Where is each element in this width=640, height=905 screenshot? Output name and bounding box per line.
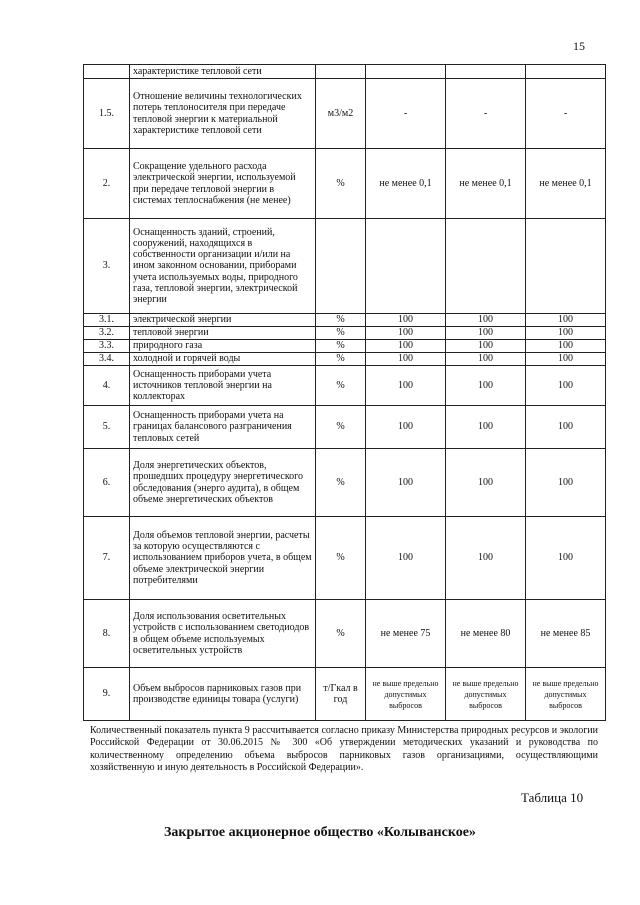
row-unit: % xyxy=(316,406,366,449)
table-row xyxy=(84,406,606,449)
row-description: характеристике тепловой сети xyxy=(130,65,316,79)
value-year-3: 100 xyxy=(526,353,606,366)
table-row xyxy=(84,340,606,353)
row-unit: м3/м2 xyxy=(316,79,366,149)
table-row xyxy=(84,79,606,149)
value-year-1: не менее 75 xyxy=(366,600,446,668)
row-unit: % xyxy=(316,366,366,406)
value-year-2: 100 xyxy=(446,406,526,449)
value-year-3: 100 xyxy=(526,340,606,353)
value-year-1: - xyxy=(366,79,446,149)
value-year-1: 100 xyxy=(366,340,446,353)
value-year-1: 100 xyxy=(366,406,446,449)
value-year-3: - xyxy=(526,79,606,149)
value-year-1: 100 xyxy=(366,517,446,600)
row-unit: % xyxy=(316,149,366,219)
value-year-3 xyxy=(526,219,606,314)
value-year-3: 100 xyxy=(526,517,606,600)
row-unit: т/Гкал в год xyxy=(316,668,366,721)
table-row xyxy=(84,449,606,517)
row-description: природного газа xyxy=(130,340,316,353)
value-year-2: 100 xyxy=(446,449,526,517)
value-year-2 xyxy=(446,219,526,314)
value-year-3: 100 xyxy=(526,366,606,406)
table-row xyxy=(84,314,606,327)
value-year-3: 100 xyxy=(526,449,606,517)
row-unit xyxy=(316,219,366,314)
table-row xyxy=(84,65,606,79)
value-year-3: 100 xyxy=(526,406,606,449)
value-year-1: 100 xyxy=(366,353,446,366)
indicators-table xyxy=(83,64,606,721)
value-year-3: не выше предельно допустимых выбросов xyxy=(526,668,606,721)
value-year-2: 100 xyxy=(446,353,526,366)
row-number: 3.4. xyxy=(84,353,130,366)
value-year-1 xyxy=(366,65,446,79)
row-description: тепловой энергии xyxy=(130,327,316,340)
table-row xyxy=(84,600,606,668)
table-row xyxy=(84,219,606,314)
row-unit: % xyxy=(316,327,366,340)
row-description: Оснащенность приборами учета на границах балансового разграничения тепловых сетей xyxy=(130,406,316,449)
table-row xyxy=(84,668,606,721)
value-year-1: не менее 0,1 xyxy=(366,149,446,219)
row-number xyxy=(84,65,130,79)
row-description: Доля объемов тепловой энергии, расчеты за которую осуществляются с использованием приборов учета, в общем объеме электрической энергии потребителями xyxy=(130,517,316,600)
row-number: 3.2. xyxy=(84,327,130,340)
row-number: 7. xyxy=(84,517,130,600)
value-year-3 xyxy=(526,65,606,79)
footnote: Количественный показатель пункта 9 рассчитывается согласно приказу Министерства природных ресурсов и экологии Российской Федерации от 30.06.2015 № 300 «Об утверждении методических указаний и руководства по количественному определению объема выбросов парниковых газов организациями, осуществляющими хозяйственную и иную деятельность в Российской Федерации». xyxy=(90,725,598,774)
value-year-1 xyxy=(366,219,446,314)
table-row xyxy=(84,353,606,366)
row-unit: % xyxy=(316,600,366,668)
row-description: Оснащенность приборами учета источников тепловой энергии на коллекторах xyxy=(130,366,316,406)
value-year-2: не менее 80 xyxy=(446,600,526,668)
value-year-2: 100 xyxy=(446,366,526,406)
row-description: холодной и горячей воды xyxy=(130,353,316,366)
value-year-2: - xyxy=(446,79,526,149)
row-unit: % xyxy=(316,314,366,327)
value-year-2: не выше предельно допустимых выбросов xyxy=(446,668,526,721)
value-year-1: 100 xyxy=(366,314,446,327)
row-unit xyxy=(316,65,366,79)
page-number: 15 xyxy=(573,39,585,53)
row-description: Сокращение удельного расхода электрической энергии, используемой при передаче тепловой энергии в системах теплоснабжения (не менее) xyxy=(130,149,316,219)
row-description: Доля использования осветительных устройств с использованием светодиодов в общем объеме используемых осветительных устройств xyxy=(130,600,316,668)
row-description: Объем выбросов парниковых газов при производстве единицы товара (услуги) xyxy=(130,668,316,721)
table-label: Таблица 10 xyxy=(521,790,584,805)
table-row xyxy=(84,366,606,406)
row-description: Оснащенность зданий, строений, сооружений, находящихся в собственности организации и/или на ином законном основании, приборами учета используемых воды, природного газа, тепловой энергии, электрической энергии xyxy=(130,219,316,314)
value-year-3: 100 xyxy=(526,327,606,340)
value-year-3: не менее 85 xyxy=(526,600,606,668)
value-year-2: 100 xyxy=(446,340,526,353)
row-description: Отношение величины технологических потерь теплоносителя при передаче тепловой энергии к материальной характеристике тепловой сети xyxy=(130,79,316,149)
value-year-2: 100 xyxy=(446,517,526,600)
value-year-3: 100 xyxy=(526,314,606,327)
row-number: 3. xyxy=(84,219,130,314)
row-unit: % xyxy=(316,340,366,353)
row-number: 3.3. xyxy=(84,340,130,353)
row-description: Доля энергетических объектов, прошедших процедуру энергетического обследования (энерго аудита), в общем объеме энергетических объектов xyxy=(130,449,316,517)
value-year-2: 100 xyxy=(446,327,526,340)
table-row xyxy=(84,517,606,600)
organization-title: Закрытое акционерное общество «Колыванское» xyxy=(164,825,476,840)
value-year-1: не выше предельно допустимых выбросов xyxy=(366,668,446,721)
row-number: 2. xyxy=(84,149,130,219)
row-description: электрической энергии xyxy=(130,314,316,327)
row-unit: % xyxy=(316,353,366,366)
value-year-2: 100 xyxy=(446,314,526,327)
row-number: 8. xyxy=(84,600,130,668)
value-year-1: 100 xyxy=(366,366,446,406)
row-number: 5. xyxy=(84,406,130,449)
value-year-1: 100 xyxy=(366,449,446,517)
value-year-3: не менее 0,1 xyxy=(526,149,606,219)
row-number: 1.5. xyxy=(84,79,130,149)
table-row xyxy=(84,327,606,340)
row-number: 4. xyxy=(84,366,130,406)
row-unit: % xyxy=(316,449,366,517)
row-unit: % xyxy=(316,517,366,600)
row-number: 6. xyxy=(84,449,130,517)
row-number: 3.1. xyxy=(84,314,130,327)
table-row xyxy=(84,149,606,219)
value-year-1: 100 xyxy=(366,327,446,340)
row-number: 9. xyxy=(84,668,130,721)
value-year-2: не менее 0,1 xyxy=(446,149,526,219)
value-year-2 xyxy=(446,65,526,79)
